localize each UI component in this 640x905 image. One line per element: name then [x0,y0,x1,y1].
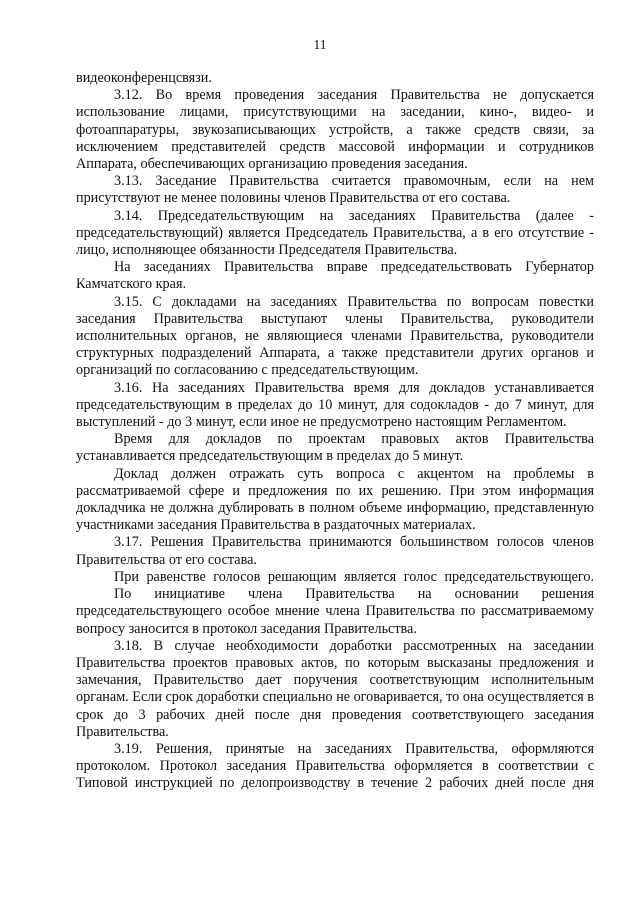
paragraph: На заседаниях Правительства вправе председательствовать Губернатор Камчатского края. [76,259,594,293]
paragraph: видеоконференцсвязи. [76,70,212,86]
paragraph: 3.16. На заседаниях Правительства время для докладов устанавливается председательствующим в пределах до 10 минут, для содокладов - до 7 минут, для выступлений - до 3 минут, если иное не предусмотрено настоящим Регламентом. [76,379,594,431]
document-body [76,70,594,793]
paragraph: При равенстве голосов решающим является голос председательствующего. [114,568,594,585]
paragraph: 3.12. Во время проведения заседания Правительства не допускается использование лицами, присутствующими на заседании, кино-, видео- и фотоаппаратуры, звукозаписывающих устройств, а также средств связи, за исключением представителей средств массовой информации и сотрудников Аппарата, обеспечивающих организацию проведения заседания. [76,87,594,173]
page-number: 11 [313,37,327,52]
paragraph: 3.14. Председательствующим на заседаниях Правительства (далее - председательствующий) является Председатель Правительства, а в его отсутствие - лицо, исполняющее обязанности Председателя Правительства. [76,207,594,259]
paragraph: 3.15. С докладами на заседаниях Правительства по вопросам повестки заседания Правительства выступают члены Правительства, руководители исполнительных органов, не являющиеся членами Правительства, руководители структурных подразделений Аппарата, а также представители других органов и организаций по согласованию с председательствующим. [76,293,594,379]
paragraph: По инициативе члена Правительства на основании решения председательствующего особое мнение члена Правительства по рассматриваемому вопросу заносится в протокол заседания Правительства. [76,586,594,637]
paragraph: 3.19. Решения, принятые на заседаниях Правительства, оформляются протоколом. Протокол заседания Правительства оформляется в соответствии с Типовой инструкцией по делопроизводству в течение 2 рабочих дней после дня [76,740,594,792]
paragraph: 3.18. В случае необходимости доработки рассмотренных на заседании Правительства проектов правовых актов, по которым высказаны предложения и замечания, Правительство дает поручения соответствующим исполнительным органам. Если срок доработки специально не оговаривается, то она осуществляется в срок до 3 рабочих дней после дня проведения соответствующего заседания Правительства. [76,637,594,740]
paragraph: Доклад должен отражать суть вопроса с акцентом на проблемы в рассматриваемой сфере и предложения по их решению. При этом информация докладчика не должна дублировать в полном объеме информацию, представленную участниками заседания Правительства в раздаточных материалах. [76,465,594,534]
paragraph: Время для докладов по проектам правовых актов Правительства устанавливается председательствующим в пределах до 5 минут. [76,431,594,465]
paragraph: 3.13. Заседание Правительства считается правомочным, если на нем присутствуют не менее половины членов Правительства от его состава. [76,173,594,207]
paragraph: 3.17. Решения Правительства принимаются большинством голосов членов Правительства от его состава. [76,534,594,568]
